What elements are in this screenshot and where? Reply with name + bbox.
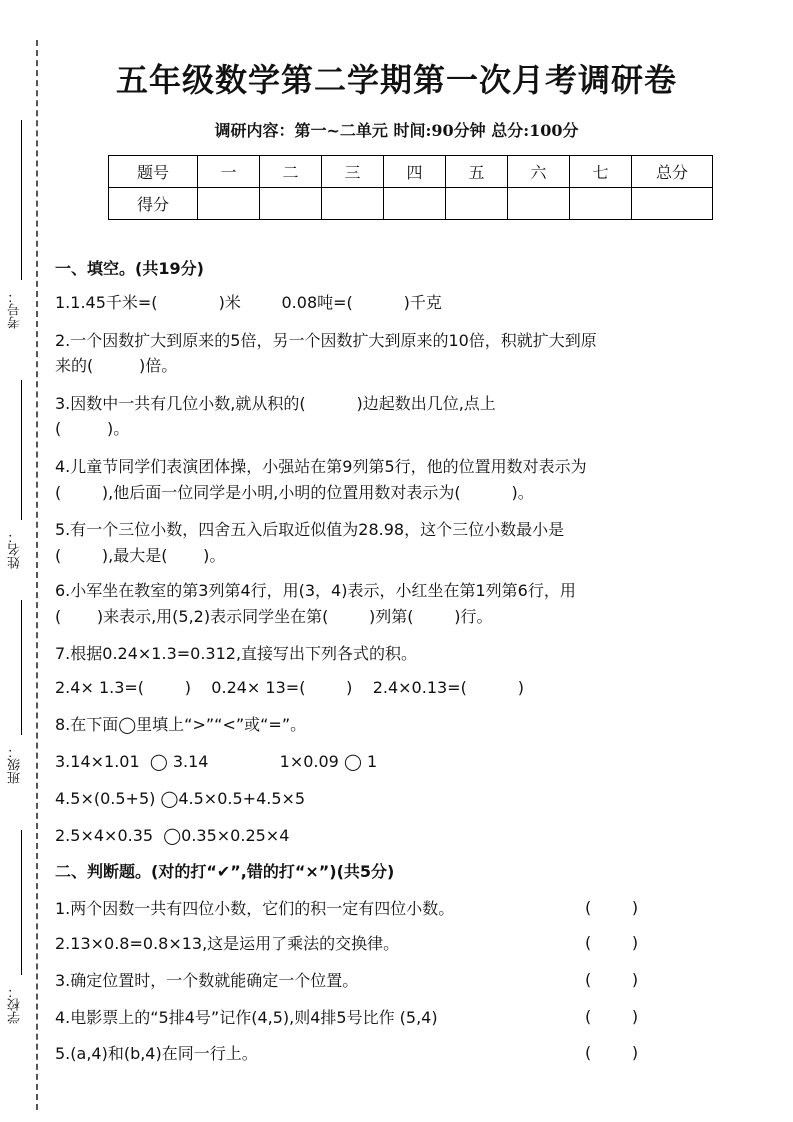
- question-line: 4.儿童节同学们表演团体操，小强站在第9列第5行，他的位置用数对表示为: [55, 457, 587, 476]
- answer-paren[interactable]: ( ): [585, 970, 639, 989]
- answer-paren[interactable]: ( ): [585, 898, 639, 917]
- question-line: 5.有一个三位小数，四舍五入后取近似值为28.98，这个三位小数最小是: [55, 520, 565, 539]
- question-line: 6.小军坐在教室的第3列第4行，用(3，4)表示，小红坐在第1列第6行，用: [55, 581, 576, 600]
- judge-item: 4.电影票上的“5排4号”记作(4,5),则4排5号比作 (5,4): [55, 1008, 438, 1027]
- score-header-cell: 五: [446, 156, 508, 188]
- question-line: 1.1.45千米=( )米 0.08吨=( )千克: [55, 293, 442, 312]
- score-header-cell: 总分: [632, 156, 713, 188]
- score-table-header-row: [109, 156, 713, 188]
- school-label: 学校：: [8, 985, 23, 1024]
- score-table-score-row: [109, 188, 713, 220]
- question-line: 3.14×1.01 ◯ 3.14 1×0.09 ◯ 1: [55, 752, 378, 771]
- question-line: 8.在下面◯里填上“>”“<”或“=”。: [55, 715, 307, 734]
- score-cell[interactable]: [198, 188, 260, 220]
- judge-item: 1.两个因数一共有四位小数，它们的积一定有四位小数。: [55, 899, 455, 918]
- question-line: ( ),最大是( )。: [55, 546, 226, 565]
- score-row-label: 得分: [109, 188, 198, 220]
- score-header-cell: 二: [260, 156, 322, 188]
- score-cell[interactable]: [384, 188, 446, 220]
- judge-item: 2.13×0.8=0.8×13,这是运用了乘法的交换律。: [55, 934, 400, 953]
- binding-dashed-line: [36, 40, 38, 1110]
- score-cell[interactable]: [570, 188, 632, 220]
- score-cell[interactable]: [508, 188, 570, 220]
- score-cell[interactable]: [632, 188, 713, 220]
- school-field[interactable]: [21, 830, 22, 975]
- score-header-cell: 四: [384, 156, 446, 188]
- score-cell[interactable]: [260, 188, 322, 220]
- score-header-cell: 七: [570, 156, 632, 188]
- question-line: 2.5×4×0.35 ◯0.35×0.25×4: [55, 826, 290, 845]
- question-line: ( ),他后面一位同学是小明,小明的位置用数对表示为( )。: [55, 483, 534, 502]
- score-cell[interactable]: [322, 188, 384, 220]
- question-line: ( )来表示,用(5,2)表示同学坐在第( )列第( )行。: [55, 607, 493, 626]
- score-table: [108, 155, 713, 220]
- score-header-cell: 三: [322, 156, 384, 188]
- question-line: ( )。: [55, 419, 130, 438]
- name-label: 姓名：: [8, 530, 23, 569]
- section2-heading: 二、判断题。(对的打“✔”,错的打“×”)(共5分): [55, 862, 395, 881]
- score-header-cell: 题号: [109, 156, 198, 188]
- question-line: 3.因数中一共有几位小数,就从积的( )边起数出几位,点上: [55, 394, 496, 413]
- exam-number-field[interactable]: [21, 120, 22, 280]
- name-field[interactable]: [21, 380, 22, 520]
- exam-title: 五年级数学第二学期第一次月考调研卷: [115, 61, 677, 99]
- question-line: 来的( )倍。: [55, 356, 178, 375]
- score-header-cell: 一: [198, 156, 260, 188]
- exam-number-label: 考号：: [8, 290, 23, 329]
- judge-item: 3.确定位置时，一个数就能确定一个位置。: [55, 971, 359, 990]
- judge-item: 5.(a,4)和(b,4)在同一行上。: [55, 1044, 258, 1063]
- class-label: 班级：: [8, 745, 23, 784]
- score-cell[interactable]: [446, 188, 508, 220]
- answer-paren[interactable]: ( ): [585, 1007, 639, 1026]
- section1-heading: 一、填空。(共19分): [55, 259, 204, 278]
- answer-paren[interactable]: ( ): [585, 1043, 639, 1062]
- question-line: 7.根据0.24×1.3=0.312,直接写出下列各式的积。: [55, 644, 418, 663]
- exam-subtitle: 调研内容：第一~二单元 时间:90分钟 总分:100分: [214, 121, 579, 140]
- class-field[interactable]: [21, 600, 22, 735]
- answer-paren[interactable]: ( ): [585, 933, 639, 952]
- question-line: 2.一个因数扩大到原来的5倍，另一个因数扩大到原来的10倍，积就扩大到原: [55, 331, 597, 350]
- question-line: 2.4× 1.3=( ) 0.24× 13=( ) 2.4×0.13=( ): [55, 678, 524, 697]
- score-header-cell: 六: [508, 156, 570, 188]
- question-line: 4.5×(0.5+5) ◯4.5×0.5+4.5×5: [55, 789, 306, 808]
